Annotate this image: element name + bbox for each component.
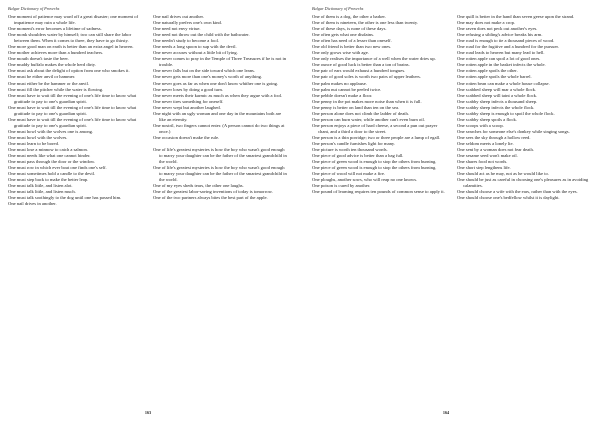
- proverb-entry: One short step lengthens life.: [457, 165, 511, 171]
- proverb-entry: One must needs like what one cannot hinder.: [8, 153, 91, 159]
- proverb-entry: One piece of wood will not make a fire.: [312, 171, 386, 177]
- proverb-entry: One nostril, two fingers cannot enter. (A person cannot do two things at once.): [153, 122, 285, 134]
- proverb-entry: One muddy buffalo makes the whole herd dirty.: [8, 62, 96, 68]
- proverb-entry: One seldom meets a lonely lie.: [457, 140, 514, 146]
- proverb-entry: One should act as he may, not as he would like to.: [457, 171, 549, 177]
- proverb-entry: One pair of good soles is worth two pairs of upper leathers.: [312, 74, 421, 80]
- proverb-entry: One poison is cured by another.: [312, 183, 371, 189]
- proverb-entry: One should choose one's bedfellow whilst it is daylight.: [457, 195, 560, 201]
- page-number: 164: [442, 410, 450, 415]
- proverb-entry: One pound of learning requires ten pounds of common sense to apply it.: [312, 189, 445, 195]
- proverb-entry: One must step back to make the better leap.: [8, 177, 89, 183]
- proverb-entry: One should choose a wife with the ears, rather than with the eyes.: [457, 189, 578, 195]
- proverb-entry: One palm makes no applause.: [312, 80, 367, 86]
- proverb-entry: One person's candle furnishes light for many.: [312, 140, 396, 146]
- proverb-entry: One of these days, is none of these days.: [312, 26, 387, 32]
- proverb-entry: One rotten apple spoils the whole barrel.: [457, 74, 532, 80]
- proverb-entry: One mother achieves more than a hundred teachers.: [8, 50, 104, 56]
- proverb-entry: One must be either anvil or hammer.: [8, 74, 76, 80]
- running-head: Bulgar Dictionary of Proverbs: [312, 6, 364, 11]
- proverb-entry: One must fill the pitcher while the water is flowing.: [8, 86, 104, 92]
- proverb-entry: One rotten bean can make a whole house collapse.: [457, 80, 550, 86]
- proverb-entry: One only grows wise with age.: [312, 50, 369, 56]
- proverb-entry: One monk shoulders water by himself; two can still share the labor between them. When it comes to three, they have to go thirsty.: [8, 32, 132, 44]
- proverb-entry: One raven does not peck out another's eyes.: [457, 26, 538, 32]
- proverb-entry: One of them is nineteen, the other is one less than twenty.: [312, 20, 418, 26]
- proverb-entry: One sesame seed won't make oil.: [457, 153, 518, 159]
- proverb-entry: One rotten apple spoils the other.: [457, 68, 518, 74]
- proverb-entry: One old friend is better than two new ones.: [312, 44, 392, 50]
- proverb-entry: One refusing a sibling's advice breaks his arm.: [457, 32, 543, 38]
- proverb-entry: One scabbed sheep will taint a whole flock.: [457, 92, 538, 98]
- proverb-entry: One person can burn water, while another can't even burn oil.: [312, 116, 425, 122]
- proverb-entry: One must pass through the door or the window.: [8, 159, 96, 165]
- proverb-entry: One must talk little, and listen much.: [8, 189, 76, 195]
- proverb-entry: One must ask about the delight of option from one who smokes it.: [8, 68, 130, 74]
- proverb-entry: One should be just as careful in choosing one's pleasures as in avoiding calamities.: [457, 177, 589, 189]
- proverb-entry: One never loses by doing a good turn.: [153, 86, 223, 92]
- proverb-entry: One naturally prefers one's own kind.: [153, 20, 222, 26]
- proverb-entry: One moment of patience may ward off a great disaster; one moment of impatience may ruin a whole life.: [8, 14, 139, 26]
- proverb-entry: One must lose a minnow to catch a salmon.: [8, 147, 88, 153]
- proverb-entry: One piece of green wood is enough to stop the others from burning.: [312, 165, 437, 171]
- proverb-entry: One need not throw out the child with the bathwater.: [153, 32, 250, 38]
- proverb-entry: One person alone does not climb the ladder of death.: [312, 110, 409, 116]
- proverb-entry: One road leads to heaven but many lead to hell.: [457, 50, 545, 56]
- proverb-entry: One needs a long spoon to sup with the devil.: [153, 44, 237, 50]
- proverb-entry: One need not envy virtue.: [153, 26, 201, 32]
- proverb-entry: One never comes to pray in the Temple of Three Treasures if he is not in trouble.: [153, 56, 287, 68]
- running-head: Bulgar Dictionary of Proverbs: [8, 6, 60, 11]
- page-columns: [8, 14, 288, 208]
- proverb-entry: One penny in the pot makes more noise than when it is full.: [312, 98, 422, 104]
- proverb-entry: One may does not make a crop.: [457, 20, 516, 26]
- proverb-entry: One never goes as far as when one don't know whither one is going.: [153, 80, 279, 86]
- proverb-entry: One road for the fugitive and a hundred for the pursuer.: [457, 44, 559, 50]
- right-page: [300, 0, 600, 424]
- proverb-entry: One never tires something for oneself.: [153, 98, 224, 104]
- proverb-entry: One of life's greatest mysteries is how the boy who wasn't good enough to marry your daughter can be the father of the smartest grandchild in the world.: [153, 147, 287, 165]
- proverb-entry: One must have to wait till the evening of one's life time to know what gratitude to pay to one's guardian spirit.: [8, 116, 137, 128]
- column-left: [8, 14, 143, 208]
- proverb-entry: One only realises the importance of a well when the water dries up.: [312, 56, 436, 62]
- page-number: 163: [144, 410, 152, 415]
- proverb-entry: One palm nut cannot be peeled twice.: [312, 86, 382, 92]
- proverb-entry: One night with an ugly woman and one day in the mountains both are like an eternity.: [153, 110, 282, 122]
- proverb-entry: One of them is a dog, the other a barker.: [312, 14, 386, 19]
- proverb-entry: One piece of good advice is better than a bag full.: [312, 153, 404, 159]
- proverb-entry: One scabbed sheep will mar a whole flock.: [457, 86, 537, 92]
- proverb-entry: One mouth doesn't taste the beer.: [8, 56, 69, 62]
- page-columns: [312, 14, 592, 201]
- proverb-entry: One person enjoys a piece of hard cheese, a second a pun out prayer chant, and a third a door to the street.: [312, 122, 438, 134]
- proverb-entry: One often has need of a lesser than oneself.: [312, 38, 392, 44]
- proverb-entry: One of the two partners always bites the best part of the apple.: [153, 195, 268, 201]
- proverb-entry: One scabby sheep spoils a flock.: [457, 116, 517, 122]
- proverb-entry: One needn't study to become a fool.: [153, 38, 220, 44]
- proverb-entry: One rotten apple can spoil a lot of good ones.: [457, 56, 541, 62]
- proverb-entry: One moment's error becomes a lifetime of sadness.: [8, 26, 102, 32]
- proverb-entry: One quill is better in the hand than seven geese upon the strand.: [457, 14, 575, 19]
- proverb-entry: One picture is worth ten thousand words.: [312, 147, 388, 153]
- proverb-entry: One must either be the hammer or the anvil.: [8, 80, 90, 86]
- proverb-entry: One of the greatest labor-saving inventions of today is tomorrow.: [153, 189, 273, 195]
- proverb-entry: One shares food not words.: [457, 159, 508, 165]
- proverb-entry: One must howl with the wolves one is among.: [8, 128, 94, 134]
- proverb-entry: One person is a thin porridge; two or three people are a lump of egall.: [312, 134, 441, 140]
- proverb-entry: One must howl with the wolves.: [8, 134, 68, 140]
- proverb-entry: One rotten apple in the basket infects the whole.: [457, 62, 546, 68]
- proverb-entry: One more good man on earth is better than an extra angel in heaven.: [8, 44, 134, 50]
- proverb-entry: One piece of green wood is enough to stop the others from burning.: [312, 159, 437, 165]
- proverb-entry: One must have to wait till the evening of one's life time to know what gratitude to pay to one's guardian spirit.: [8, 92, 137, 104]
- proverb-entry: One scabby sheep infects the whole flock.: [457, 104, 535, 110]
- proverb-entry: One never gets more than one's money's worth of anything.: [153, 74, 263, 80]
- proverb-entry: One nail drives out another.: [153, 14, 204, 19]
- proverb-entry: One scabby sheep is enough to spoil the whole flock.: [457, 110, 555, 116]
- proverb-entry: One pair of ears would exhaust a hundred tongues.: [312, 68, 406, 74]
- proverb-entry: One never wept but another laughed.: [153, 104, 221, 110]
- proverb-entry: One scoops with a scoop.: [457, 122, 504, 128]
- proverb-entry: One must learn to be bored.: [8, 140, 60, 146]
- proverb-entry: One never meets their karmic as much as when they argue with a fool.: [153, 92, 283, 98]
- proverb-entry: One searches for someone else's donkey while singing songs.: [457, 128, 570, 134]
- proverb-entry: One of life's greatest mysteries is how the boy who wasn't good enough to marry your daughter can be the father of the smartest grandchild in the world.: [153, 165, 287, 183]
- proverb-entry: One never falls but on the side toward which one leans.: [153, 68, 255, 74]
- column-left: [312, 14, 447, 201]
- proverb-entry: One never accuses without a little bit of lying.: [153, 50, 238, 56]
- proverb-entry: One must sometimes hold a candle to the devil.: [8, 171, 96, 177]
- proverb-entry: One of my eyes sheds tears, the other one laughs.: [153, 183, 244, 189]
- proverb-entry: One must talk little, and listen alot.: [8, 183, 73, 189]
- proverb-entry: One must have to wait till the evening of one's life time to know what gratitude to pay to one's guardian spirit.: [8, 104, 137, 116]
- column-right: [153, 14, 288, 208]
- proverb-entry: One ploughs, another sows, who will reap no one knows.: [312, 177, 418, 183]
- proverb-entry: One sent by a woman does not fear death.: [457, 147, 534, 153]
- proverb-entry: One must row in which ever boat one finds one's self.: [8, 165, 107, 171]
- proverb-entry: One must talk soothingly to the dog until one has passed him.: [8, 195, 122, 201]
- proverb-entry: One pebble doesn't make a floor.: [312, 92, 373, 98]
- proverb-entry: One sees the sky through a hollow reed.: [457, 134, 531, 140]
- proverb-entry: One road is enough to tie a thousand pieces of wood.: [457, 38, 555, 44]
- proverb-entry: One ounce of good luck is better than a ton of brains.: [312, 62, 410, 68]
- proverb-entry: One nail drives in another.: [8, 201, 57, 207]
- proverb-entry: One occasion doesn't make the rule.: [153, 134, 220, 140]
- proverb-entry: One scabby sheep infects a thousand sheep.: [457, 98, 538, 104]
- proverb-entry: One often gets what one disdains.: [312, 32, 375, 38]
- proverb-entry: One penny is better on land than ten on the sea.: [312, 104, 400, 110]
- column-right: [457, 14, 592, 201]
